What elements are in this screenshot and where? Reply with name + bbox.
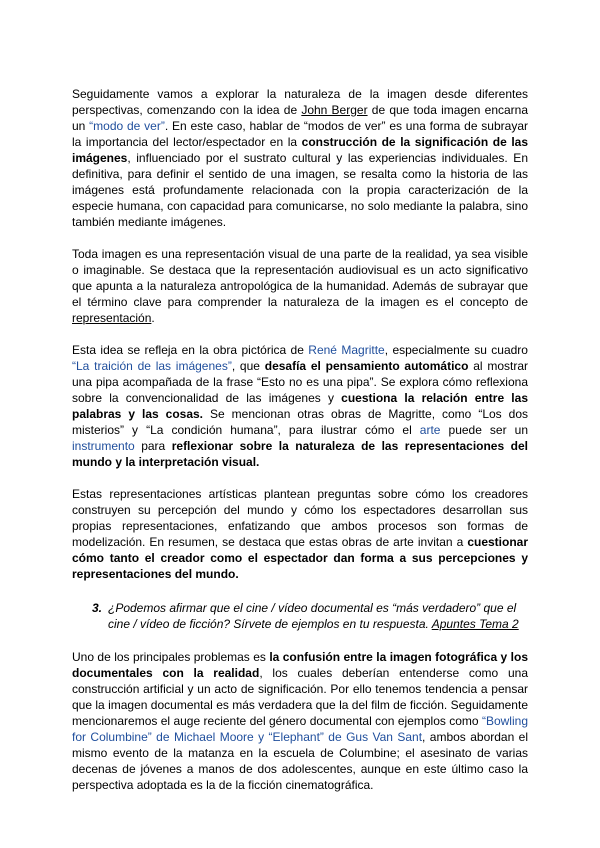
text-span: Toda imagen es una representación visual de una parte de la realidad, ya sea visible o imaginable. Se destaca que la representación audiovisual es un acto significativo que apunta a la naturaleza antropológica de la humanidad. Además de subrayar que el término clave para comprender la naturaleza de la imagen es el concepto de [72,247,528,309]
question-text: ¿Podemos afirmar que el cine / vídeo documental es “más verdadero” que el cine / vídeo de ficción? Sírvete de ejemplos en tu respuesta. [108,601,517,631]
question-item [92,600,528,632]
bold-text: cuestionar cómo tanto el creador como el espectador dan forma a sus percepciones y representaciones del mundo. [72,535,528,581]
text-span: Esta idea se refleja en la obra pictórica de [72,343,309,357]
link-la-traicion[interactable]: “La traición de las imágenes” [72,359,232,373]
text-span: Estas representaciones artísticas plantean preguntas sobre cómo los creadores construyen su percepción del mundo y cómo los espectadores desarrollan sus propias representaciones, enfatizando que ambos procesos son formas de modelización. En resumen, se destaca que estas obras de arte invitan a [72,487,528,549]
text-span: , los cuales deberían entenderse como una construcción artificial y un acto de significación. Por ello tenemos tendencia a pensar que la imagen documental es más verdadera que la del film de ficción. Seguidamente mencionaremos el auge reciente del género documental con ejemplos como [72,666,528,728]
text-span: para [134,439,172,453]
link-rene-magritte[interactable]: René Magritte [308,343,385,357]
text-span: Seguidamente vamos a explorar la naturaleza de la imagen desde diferentes perspectivas, comenzando con la idea de [72,87,528,117]
link-apuntes-tema-2[interactable]: Apuntes Tema 2 [431,617,519,631]
link-john-berger[interactable]: John Berger [301,103,368,117]
bold-text: construcción de la significación de las imágenes [72,135,529,165]
link-instrumento[interactable]: instrumento [72,439,135,453]
text-span: de que toda imagen encarna un [72,103,529,133]
text-span: Se mencionan otras obras de Magritte, como “Los dos misterios” y “La condición humana”, para ilustrar cómo el [72,407,529,437]
link-bowling-elephant[interactable]: “Bowling for Columbine” de Michael Moore y “Elephant” de Gus Van Sant [72,714,528,744]
paragraph-documental [72,649,528,793]
text-span: . [151,311,155,325]
text-span: puede ser un [440,423,528,437]
paragraph-modos-de-ver [72,86,528,230]
text-span: , ambos abordan el mismo evento de la matanza en la escuela de Columbine; el asesinato de varias decenas de jóvenes a manos de dos adolescentes, aunque en este último caso la perspectiva adoptada es la de la ficción cinematográfica. [72,730,529,792]
link-representacion[interactable]: representación [72,311,152,325]
link-arte[interactable]: arte [419,423,441,437]
bold-text: reflexionar sobre la naturaleza de las representaciones del mundo y la interpretación visual. [72,439,528,469]
bold-text: desafía el pensamiento automático [264,359,469,373]
text-span: . En este caso, hablar de “modos de ver” es una forma de subrayar la importancia del lector/espectador en la [72,119,528,149]
text-span: , que [231,359,265,373]
bold-text: cuestiona la relación entre las palabras y las cosas. [72,391,528,421]
question-number: 3. [92,601,103,615]
link-modo-de-ver[interactable]: “modo de ver” [89,119,165,133]
bold-text: la confusión entre la imagen fotográfica y los documentales con la realidad [72,650,528,680]
paragraph-representacion [72,246,528,326]
text-span: al mostrar una pipa acompañada de la frase “Esto no es una pipa”. Se explora cómo reflexiona sobre la convencionalidad de las imágenes y [72,359,528,405]
text-span: , influenciado por el sustrato cultural y las experiencias individuales. En definitiva, para definir el sentido de una imagen, se resalta como la historia de las imágenes está profundamente relacionada con la propia caracterización de la especie humana, con capacidad para comunicarse, no solo mediante la palabra, sino también mediante imágenes. [72,151,528,229]
text-span: Uno de los principales problemas es [72,650,270,664]
paragraph-representaciones-artisticas [72,486,528,582]
paragraph-magritte [72,342,528,470]
text-span: , especialmente su cuadro [384,343,528,357]
